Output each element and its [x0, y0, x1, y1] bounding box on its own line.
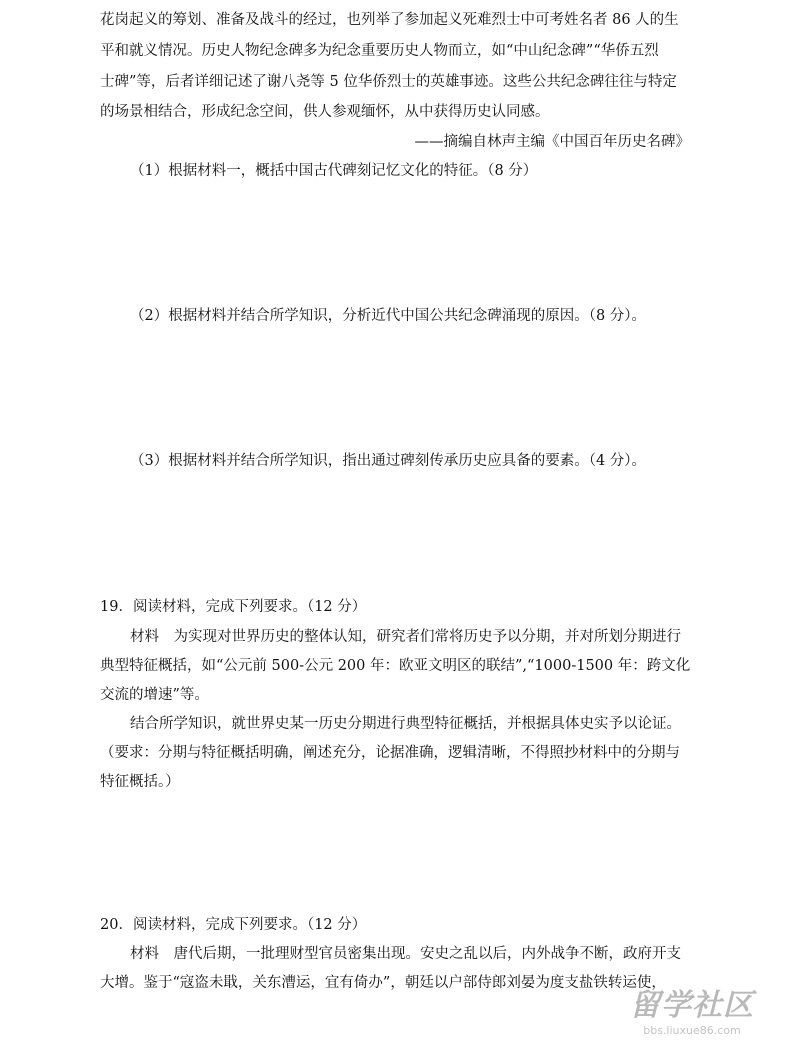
material-line: 平和就义情况。历史人物纪念碑多为纪念重要历史人物而立，如“中山纪念碑”“华侨五烈: [100, 43, 659, 59]
question-requirement-line: 特征概括。）: [100, 774, 180, 790]
subquestion-2: （2）根据材料并结合所学知识，分析近代中国公共纪念碑涌现的原因。（8 分）。: [130, 308, 647, 324]
material-line: 士碑”等，后者详细记述了谢八尧等 5 位华侨烈士的英雄事迹。这些公共纪念碑往往与特定: [100, 74, 677, 90]
material-line: 的场景相结合，形成纪念空间，供人参观缅怀，从中获得历史认同感。: [100, 104, 550, 120]
question-title: 20．阅读材料，完成下列要求。（12 分）: [100, 917, 367, 933]
question-material-line: 交流的增速”等。: [100, 687, 209, 703]
subquestion-3: （3）根据材料并结合所学知识，指出通过碑刻传承历史应具备的要素。（4 分）。: [130, 453, 647, 469]
question-material-line: 大增。鉴于“寇盗未戢，关东漕运，宜有倚办”，朝廷以户部侍郎刘晏为度支盐铁转运使，: [100, 975, 666, 991]
question-material-line: 材料 为实现对世界历史的整体认知，研究者们常将历史予以分期，并对所划分期进行: [130, 629, 681, 645]
watermark-logo: 留学社区: [630, 988, 754, 1023]
question-requirement-line: （要求：分期与特征概括明确，阐述充分，论据准确，逻辑清晰，不得照抄材料中的分期与: [100, 745, 680, 761]
question-material-line: 典型特征概括，如“公元前 500-公元 200 年：欧亚文明区的联结”,“1000-1500 年：跨文化: [100, 658, 691, 674]
question-material-line: 材料 唐代后期，一批理财型官员密集出现。安史之乱以后，内外战争不断，政府开支: [130, 946, 681, 962]
material-line: 花岗起义的筹划、准备及战斗的经过，也列举了参加起义死难烈士中可考姓名者 86 人的生: [100, 12, 679, 28]
subquestion-1: （1）根据材料一，概括中国古代碑刻记忆文化的特征。（8 分）: [130, 163, 538, 179]
material-source: ——摘编自林声主编《中国百年历史名碑》: [414, 134, 690, 150]
watermark: [612, 988, 772, 1042]
watermark-url: bbs.liuxue86.com: [643, 1024, 741, 1037]
question-requirement-line: 结合所学知识，就世界史某一历史分期进行典型特征概括，并根据具体史实予以论证。: [130, 716, 681, 732]
question-title: 19．阅读材料，完成下列要求。（12 分）: [100, 599, 367, 615]
